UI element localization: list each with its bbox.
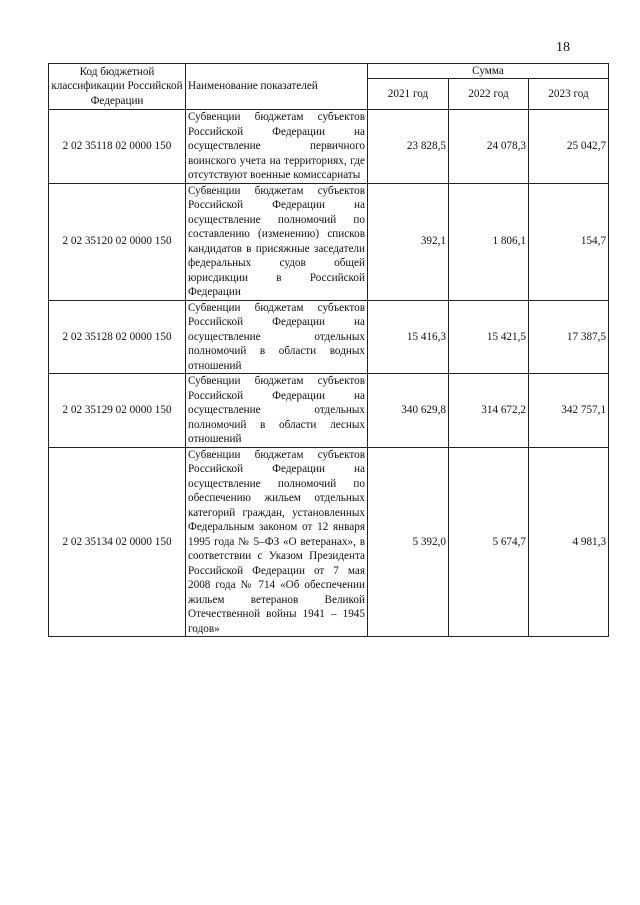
row-value-2021: 15 416,3: [368, 300, 449, 374]
row-value-2022: 5 674,7: [449, 447, 529, 637]
header-year-2023: 2023 год: [529, 79, 609, 110]
row-value-2022: 314 672,2: [449, 374, 529, 448]
row-code: 2 02 35120 02 0000 150: [49, 183, 186, 300]
page-number: 18: [556, 40, 570, 55]
row-code: 2 02 35128 02 0000 150: [49, 300, 186, 374]
header-name: Наименование показателей: [186, 64, 368, 110]
row-value-2022: 1 806,1: [449, 183, 529, 300]
row-value-2022: 15 421,5: [449, 300, 529, 374]
row-code: 2 02 35118 02 0000 150: [49, 110, 186, 184]
table-row: [49, 110, 609, 184]
row-code: 2 02 35134 02 0000 150: [49, 447, 186, 637]
row-value-2021: 392,1: [368, 183, 449, 300]
row-code: 2 02 35129 02 0000 150: [49, 374, 186, 448]
header-year-2021: 2021 год: [368, 79, 449, 110]
row-value-2023: 154,7: [529, 183, 609, 300]
row-name: Субвенции бюджетам субъектов Российской Федерации на осуществление отдельных полномочий в области лесных отношений: [186, 374, 368, 448]
row-name: Субвенции бюджетам субъектов Российской Федерации на осуществление полномочий по составлению (изменению) списков кандидатов в присяжные заседатели федеральных судов общей юрисдикции в Российской Федерации: [186, 183, 368, 300]
row-value-2021: 23 828,5: [368, 110, 449, 184]
table-row: [49, 300, 609, 374]
row-value-2023: 342 757,1: [529, 374, 609, 448]
row-value-2023: 25 042,7: [529, 110, 609, 184]
header-code: Код бюджетной классификации Российской Федерации: [49, 64, 186, 110]
row-value-2023: 4 981,3: [529, 447, 609, 637]
row-value-2021: 5 392,0: [368, 447, 449, 637]
header-year-2022: 2022 год: [449, 79, 529, 110]
table-row: [49, 447, 609, 637]
row-value-2023: 17 387,5: [529, 300, 609, 374]
header-sum: Сумма: [368, 64, 609, 79]
row-value-2021: 340 629,8: [368, 374, 449, 448]
table-row: [49, 183, 609, 300]
row-value-2022: 24 078,3: [449, 110, 529, 184]
row-name: Субвенции бюджетам субъектов Российской Федерации на осуществление отдельных полномочий в области водных отношений: [186, 300, 368, 374]
row-name: Субвенции бюджетам субъектов Российской Федерации на осуществление полномочий по обеспечению жильем отдельных категорий граждан, установленных Федеральным законом от 12 января 1995 года № 5–ФЗ «О ветеранах», в соответствии с Указом Президента Российской Федерации от 7 мая 2008 года № 714 «Об обеспечении жильем ветеранов Великой Отечественной войны 1941 – 1945 годов»: [186, 447, 368, 637]
table-row: [49, 374, 609, 448]
budget-table: [48, 63, 609, 637]
row-name: Субвенции бюджетам субъектов Российской Федерации на осуществление первичного воинского учета на территориях, где отсутствуют военные комиссариаты: [186, 110, 368, 184]
